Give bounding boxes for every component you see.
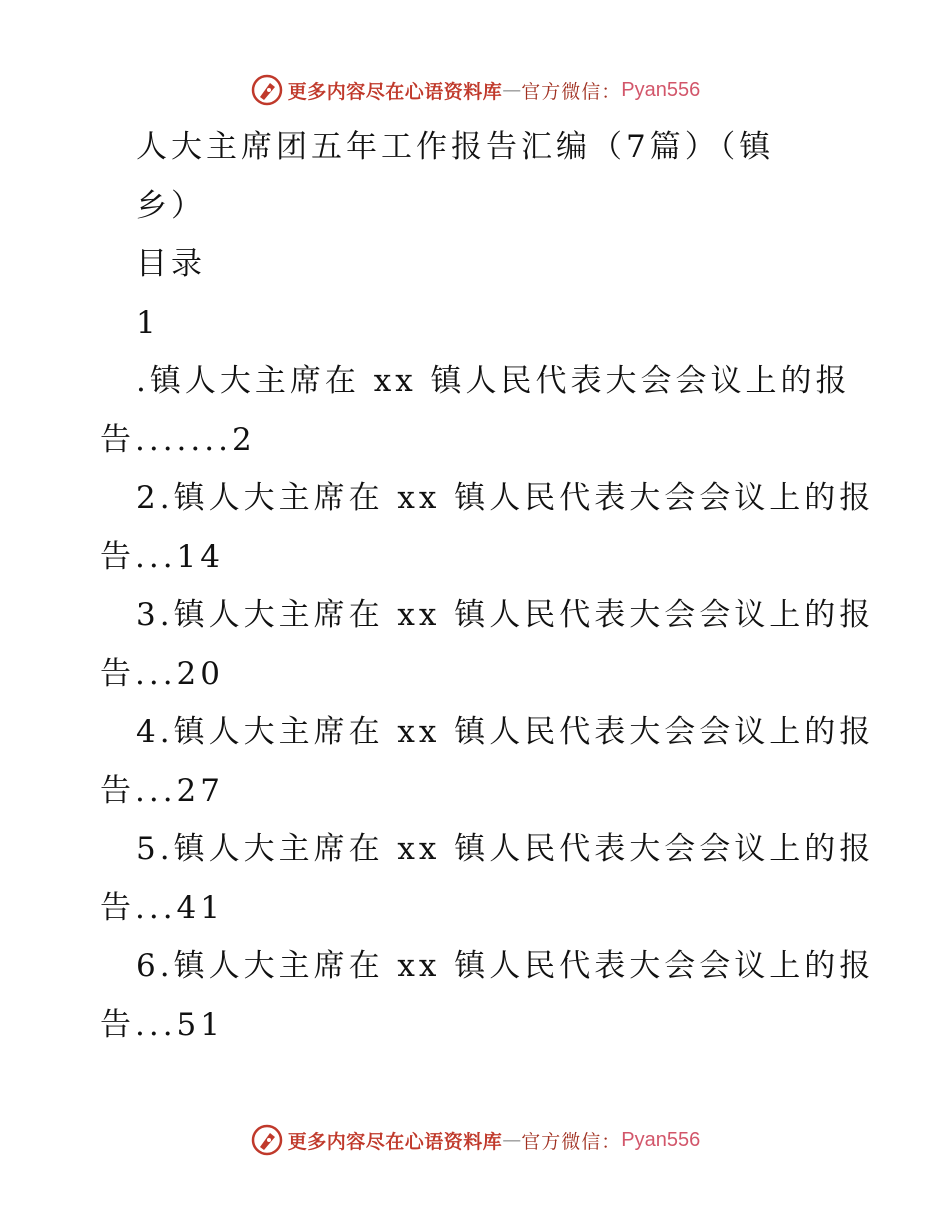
toc-entry [100,352,860,469]
toc-entry [100,469,875,586]
watermark-wechat-id: Pyan556 [621,78,701,101]
toc-heading: 目录 [136,246,206,282]
toc-entry-title: .镇人大主席在 xx 镇人民代表大会会议上的报 [136,363,851,399]
toc-entry-title: 6.镇人大主席在 xx 镇人民代表大会会议上的报 [136,948,875,984]
toc-entry-page: 告.......2 [100,421,256,458]
watermark-promo-text: 更多内容尽在心语资料库 [287,80,503,103]
toc-entry-page: 告...41 [100,889,225,926]
toc-entry [100,586,875,703]
toc-entry-title: 3.镇人大主席在 xx 镇人民代表大会会议上的报 [136,597,875,633]
toc-entry-page: 告...14 [100,538,225,575]
toc-entry-page: 告...27 [100,772,225,809]
watermark-wechat-label: 官方微信： [521,1130,622,1153]
watermark-wechat-id: Pyan556 [621,1128,701,1151]
pen-nib-circle-icon [250,1123,284,1157]
toc-entry-title: 2.镇人大主席在 xx 镇人民代表大会会议上的报 [136,480,875,516]
toc-entry [100,820,875,937]
document-body [100,118,875,1054]
watermark-promo-text: 更多内容尽在心语资料库 [287,1130,503,1153]
header-watermark-banner [0,70,950,110]
watermark-wechat-label: 官方微信： [521,80,622,103]
document-title-line-1: 人大主席团五年工作报告汇编（7篇）（镇 [136,129,775,165]
toc-entry [100,703,875,820]
watermark-separator: — [502,1129,522,1151]
toc-entry-title: 4.镇人大主席在 xx 镇人民代表大会会议上的报 [136,714,875,750]
toc-entry-page: 告...20 [100,655,225,692]
toc-entry-title: 5.镇人大主席在 xx 镇人民代表大会会议上的报 [136,831,875,867]
toc-number: 1 [136,304,160,341]
document-title-line-2: 乡） [136,187,206,224]
toc-entry [100,937,875,1054]
footer-watermark-banner [0,1120,950,1160]
toc-entry-page: 告...51 [100,1006,225,1043]
watermark-separator: — [502,79,522,101]
pen-nib-circle-icon [250,73,284,107]
